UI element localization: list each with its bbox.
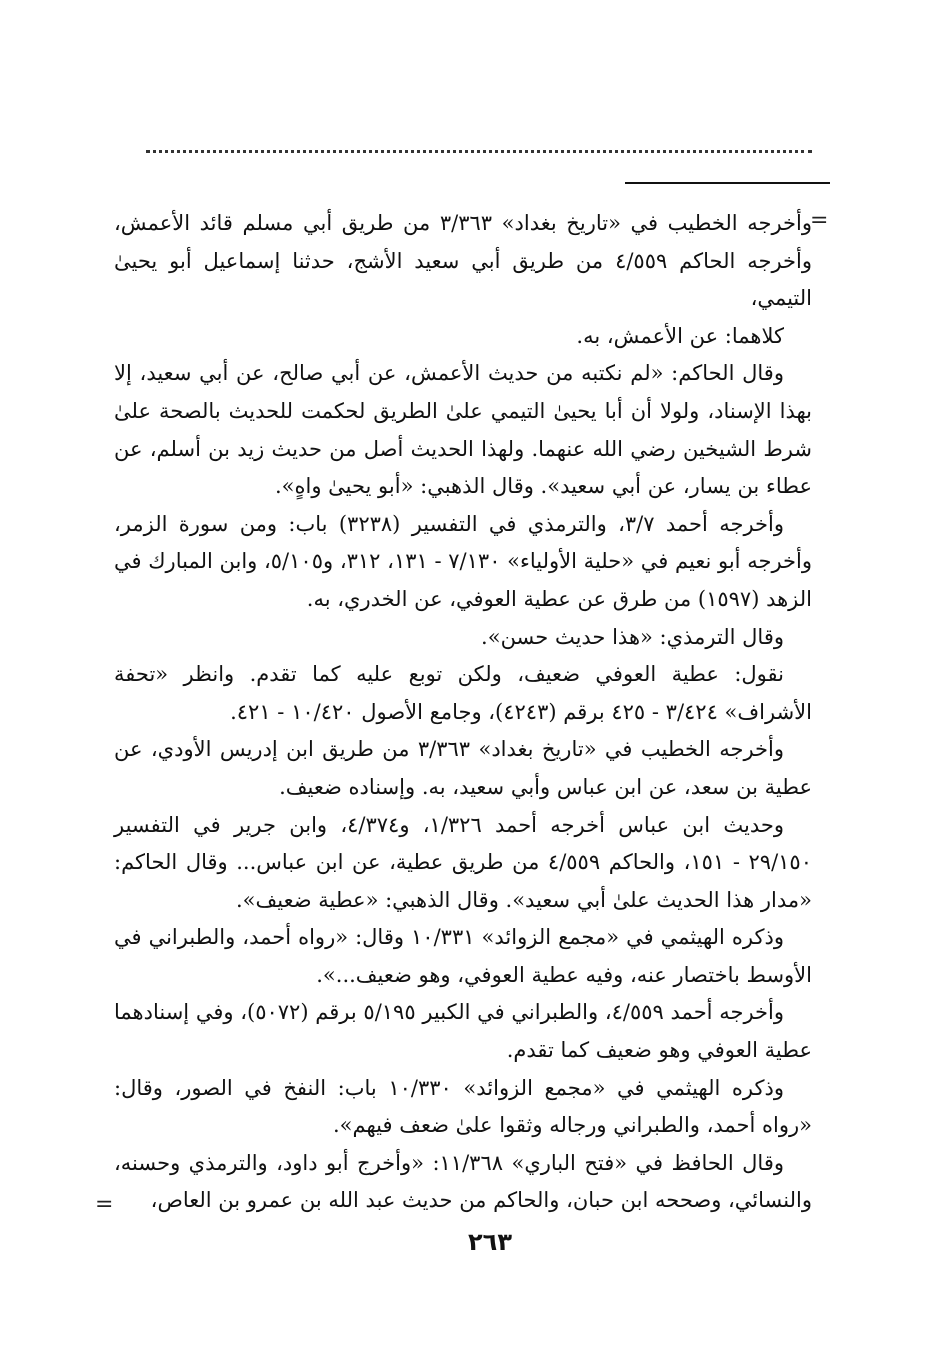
footnote-rule	[625, 182, 830, 184]
page-number: ٢٦٣	[468, 1228, 512, 1256]
footnote-paragraph: كلاهما: عن الأعمش، به.	[576, 323, 784, 348]
footnote-paragraph: وأخرجه أحمد ٣/٧، والترمذي في التفسير (٣٢٣٨) باب: ومن سورة الزمر، وأخرجه أبو نعيم في «حلية الأولياء» ٧/١٣٠ - ١٣١، ٣١٢، و٥/١٠٥، وابن المبارك في الزهد (١٥٩٧) من طرق عن عطية العوفي، عن الخدري، به.	[114, 511, 812, 611]
dotted-separator	[146, 150, 812, 153]
footnote-paragraph: وقال الترمذي: «هذا حديث حسن».	[481, 624, 784, 649]
footnote-paragraph: وأخرجه أحمد ٤/٥٥٩، والطبراني في الكبير ٥/١٩٥ برقم (٥٠٧٢)، وفي إسنادهما عطية العوفي وهو ضعيف كما تقدم.	[114, 1000, 812, 1063]
continuation-mark-bottom: =	[95, 1192, 114, 1217]
footnote-paragraph: وأخرجه الخطيب في «تاريخ بغداد» ٣/٣٦٣ من طريق أبي مسلم قائد الأعمش، وأخرجه الحاكم ٤/٥٥٩ من طريق أبي سعيد الأشج، حدثنا إسماعيل أبو يحيىٰ التيمي،	[114, 211, 813, 311]
footnote-block	[114, 205, 812, 1220]
footnote-paragraph: وقال الحاكم: «لم نكتبه من حديث الأعمش، عن أبي صالح، عن أبي سعيد، إلا بهذا الإسناد، ولولا أن أبا يحيىٰ التيمي علىٰ الطريق لحكمت للحديث بالصحة علىٰ شرط الشيخين رضي الله عنهما. ولهذا الحديث أصل من حديث زيد بن أسلم، عن عطاء بن يسار، عن أبي سعيد». وقال الذهبي: «أبو يحيىٰ واهٍ».	[114, 361, 812, 499]
footnote-paragraph: وحديث ابن عباس أخرجه أحمد ١/٣٢٦، و٤/٣٧٤، وابن جرير في التفسير ٢٩/١٥٠ - ١٥١، والحاكم ٤/٥٥٩ من طريق عطية، عن ابن عباس... وقال الحاكم: «مدار هذا الحديث علىٰ أبي سعيد». وقال الذهبي: «عطية ضعيف».	[114, 812, 812, 912]
footnote-paragraph: نقول: عطية العوفي ضعيف، ولكن توبع عليه كما تقدم. وانظر «تحفة الأشراف» ٣/٤٢٤ - ٤٢٥ برقم (٤٢٤٣)، وجامع الأصول ١٠/٤٢٠ - ٤٢١.	[114, 662, 812, 724]
footnote-paragraph: وأخرجه الخطيب في «تاريخ بغداد» ٣/٣٦٣ من طريق ابن إدريس الأودي، عن عطية بن سعد، عن ابن عباس وأبي سعيد، به. وإسناده ضعيف.	[114, 737, 812, 799]
footnote-paragraph: وذكره الهيثمي في «مجمع الزوائد» ١٠/٣٣١ وقال: «رواه أحمد، والطبراني في الأوسط باختصار عنه، وفيه عطية العوفي، وهو ضعيف...».	[114, 925, 812, 987]
footnote-paragraph: وذكره الهيثمي في «مجمع الزوائد» ١٠/٣٣٠ باب: النفخ في الصور، وقال: «رواه أحمد، والطبراني ورجاله وثقوا علىٰ ضعف فيهم».	[114, 1075, 812, 1138]
continuation-mark-top: =	[810, 208, 829, 233]
footnote-paragraph: وقال الحافظ في «فتح الباري» ١١/٣٦٨: «وأخرج أبو داود، والترمذي وحسنه، والنسائي، وصححه ابن حبان، والحاكم من حديث عبد الله بن عمرو بن العاص،	[114, 1150, 812, 1213]
